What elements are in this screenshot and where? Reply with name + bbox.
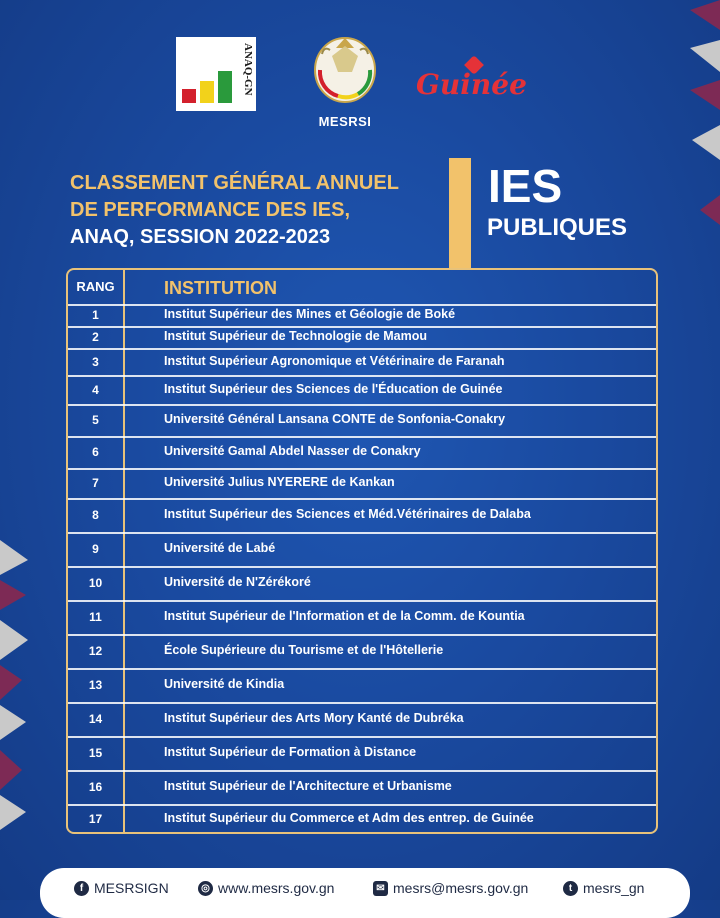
email-link[interactable]	[373, 880, 528, 896]
table-row	[68, 404, 656, 436]
header-institution: INSTITUTION	[164, 278, 277, 298]
ministry-label: MESRSI	[318, 114, 372, 129]
row-divider	[68, 326, 123, 328]
facebook-handle: MESRSIGN	[94, 880, 169, 896]
rank-cell: 1	[92, 308, 99, 322]
page-title	[70, 170, 450, 251]
logo-bar-yellow	[200, 81, 214, 103]
row-divider	[68, 436, 123, 438]
rank-cell: 6	[92, 445, 99, 459]
row-divider	[123, 532, 656, 534]
row-divider	[68, 348, 123, 350]
twitter-link[interactable]	[563, 880, 644, 896]
table-row	[68, 736, 656, 770]
row-divider	[68, 600, 123, 602]
row-divider	[123, 304, 656, 306]
row-divider	[68, 668, 123, 670]
row-divider	[68, 566, 123, 568]
table-row	[68, 668, 656, 702]
mail-icon: ✉	[373, 881, 388, 896]
table-row	[68, 566, 656, 600]
twitter-handle: mesrs_gn	[583, 880, 645, 896]
row-divider	[123, 600, 656, 602]
rank-cell: 4	[92, 383, 99, 397]
table-row	[68, 498, 656, 532]
row-divider	[68, 404, 123, 406]
institution-cell: Institut Supérieur des Sciences de l'Éducation de Guinée	[164, 382, 503, 396]
institution-cell: Institut Supérieur de l'Information et de la Comm. de Kountia	[164, 609, 525, 623]
row-divider	[68, 468, 123, 470]
table-row	[68, 702, 656, 736]
institution-cell: École Supérieure du Tourisme et de l'Hôtellerie	[164, 643, 444, 657]
twitter-icon: t	[563, 881, 578, 896]
category-sub: PUBLIQUES	[487, 214, 628, 241]
row-divider	[68, 770, 123, 772]
title-line-1: CLASSEMENT GÉNÉRAL ANNUEL	[70, 172, 399, 194]
logo-bar-red	[182, 89, 196, 103]
table-header	[68, 270, 656, 304]
coat-of-arms-emblem	[308, 26, 382, 106]
institution-cell: Université de Kindia	[164, 677, 285, 691]
institution-cell: Institut Supérieur de Formation à Distance	[164, 745, 417, 759]
row-divider	[68, 375, 123, 377]
row-divider	[68, 634, 123, 636]
rank-cell: 9	[92, 542, 99, 556]
rank-cell: 13	[88, 678, 103, 692]
ranking-table	[66, 268, 658, 834]
rank-cell: 15	[88, 746, 103, 760]
table-row	[68, 532, 656, 566]
table-row	[68, 770, 656, 804]
row-divider	[123, 348, 656, 350]
table-row	[68, 804, 656, 834]
table-row	[68, 375, 656, 404]
row-divider	[123, 634, 656, 636]
row-divider	[123, 804, 656, 806]
table-row	[68, 326, 656, 348]
title-line-2: DE PERFORMANCE DES IES,	[70, 199, 351, 221]
category-main: IES	[488, 160, 563, 212]
rank-cell: 5	[92, 413, 99, 427]
rank-cell: 7	[92, 476, 99, 490]
row-divider	[123, 468, 656, 470]
institution-cell: Université de N'Zérékoré	[164, 575, 311, 589]
institution-cell: Institut Supérieur des Mines et Géologie de Boké	[164, 307, 456, 321]
anaq-logo-text: ANAQ-GN	[242, 43, 254, 96]
row-divider	[68, 304, 123, 306]
institution-cell: Institut Supérieur de Technologie de Mamou	[164, 329, 427, 343]
table-row	[68, 304, 656, 326]
rank-cell: 14	[88, 712, 103, 726]
facebook-icon: f	[74, 881, 89, 896]
website-url: www.mesrs.gov.gn	[218, 880, 335, 896]
rank-cell: 17	[88, 812, 103, 826]
table-row	[68, 348, 656, 375]
table-row	[68, 600, 656, 634]
row-divider	[123, 498, 656, 500]
institution-cell: Université Julius NYERERE de Kankan	[164, 475, 395, 489]
rank-cell: 11	[89, 610, 102, 624]
row-divider	[123, 566, 656, 568]
row-divider	[123, 436, 656, 438]
header-rank: RANG	[76, 279, 115, 294]
rank-cell: 8	[92, 508, 99, 522]
anaq-logo	[176, 37, 256, 111]
institution-cell: Institut Supérieur Agronomique et Vétérinaire de Faranah	[164, 354, 505, 368]
institution-cell: Institut Supérieur des Sciences et Méd.Vétérinaires de Dalaba	[164, 507, 531, 521]
guinee-brand-logo: Guinée	[416, 68, 527, 101]
institution-cell: Université de Labé	[164, 541, 276, 555]
email-address: mesrs@mesrs.gov.gn	[393, 880, 529, 896]
title-line-3: ANAQ, SESSION 2022-2023	[70, 226, 331, 248]
table-row	[68, 436, 656, 468]
table-row	[68, 468, 656, 498]
institution-cell: Institut Supérieur des Arts Mory Kanté de Dubréka	[164, 711, 464, 725]
row-divider	[123, 668, 656, 670]
website-link[interactable]	[198, 880, 334, 896]
accent-bar	[449, 158, 471, 268]
row-divider	[68, 804, 123, 806]
rank-cell: 3	[92, 355, 99, 369]
row-divider	[68, 498, 123, 500]
row-divider	[123, 404, 656, 406]
row-divider	[68, 532, 123, 534]
row-divider	[123, 702, 656, 704]
institution-cell: Université Gamal Abdel Nasser de Conakry	[164, 444, 421, 458]
rank-cell: 16	[88, 780, 103, 794]
row-divider	[68, 702, 123, 704]
row-divider	[123, 770, 656, 772]
facebook-link[interactable]	[74, 880, 169, 896]
rank-cell: 2	[92, 330, 99, 344]
table-row	[68, 634, 656, 668]
rank-cell: 12	[88, 644, 103, 658]
rank-cell: 10	[88, 576, 103, 590]
row-divider	[123, 736, 656, 738]
institution-cell: Université Général Lansana CONTE de Sonfonia-Conakry	[164, 412, 506, 426]
row-divider	[68, 736, 123, 738]
institution-cell: Institut Supérieur de l'Architecture et Urbanisme	[164, 779, 452, 793]
logo-bar-green	[218, 71, 232, 103]
row-divider	[123, 326, 656, 328]
globe-icon: ◎	[198, 881, 213, 896]
institution-cell: Institut Supérieur du Commerce et Adm des entrep. de Guinée	[164, 811, 534, 825]
row-divider	[123, 375, 656, 377]
